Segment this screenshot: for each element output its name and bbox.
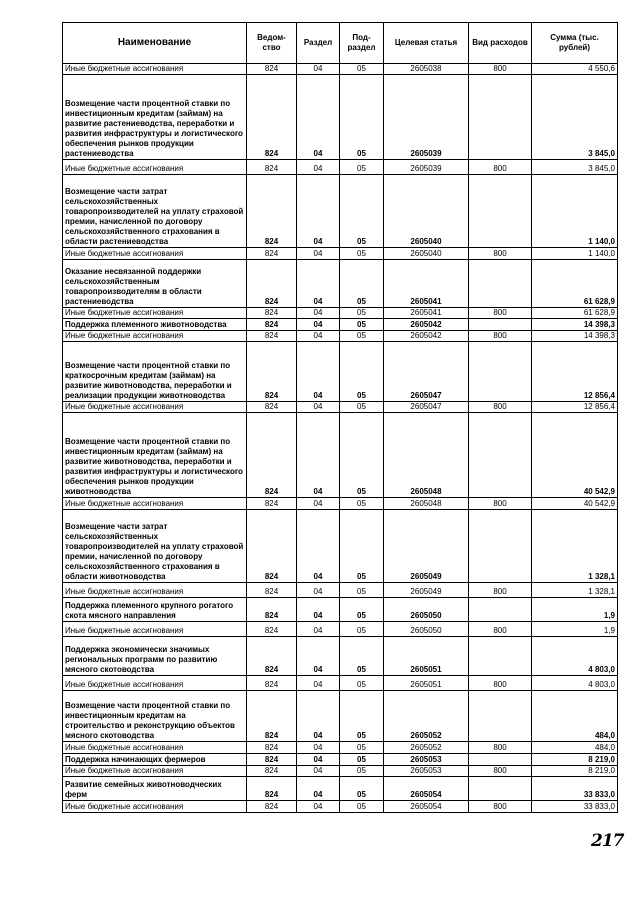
cell-subsection: 05 xyxy=(340,331,384,342)
header-dept: Ведом-ство xyxy=(247,23,297,64)
cell-type xyxy=(469,637,532,676)
cell-target: 2605049 xyxy=(384,510,469,583)
table-row xyxy=(63,637,618,676)
cell-target: 2605053 xyxy=(384,766,469,777)
cell-target: 2605039 xyxy=(384,75,469,160)
cell-dept: 824 xyxy=(247,766,297,777)
cell-dept: 824 xyxy=(247,331,297,342)
cell-dept: 824 xyxy=(247,583,297,598)
cell-dept: 824 xyxy=(247,248,297,260)
cell-section: 04 xyxy=(297,766,340,777)
cell-subsection: 05 xyxy=(340,64,384,75)
cell-type xyxy=(469,75,532,160)
table-body xyxy=(63,64,618,813)
cell-subsection: 05 xyxy=(340,319,384,331)
cell-section: 04 xyxy=(297,777,340,801)
header-section: Раздел xyxy=(297,23,340,64)
cell-name: Иные бюджетные ассигнования xyxy=(63,676,247,691)
cell-sum: 61 628,9 xyxy=(532,260,618,308)
cell-subsection: 05 xyxy=(340,622,384,637)
cell-type: 800 xyxy=(469,676,532,691)
cell-target: 2605042 xyxy=(384,319,469,331)
cell-target: 2605052 xyxy=(384,691,469,742)
cell-dept: 824 xyxy=(247,754,297,766)
cell-type xyxy=(469,319,532,331)
cell-name: Иные бюджетные ассигнования xyxy=(63,801,247,813)
cell-type xyxy=(469,691,532,742)
header-subsection: Под-раздел xyxy=(340,23,384,64)
budget-table xyxy=(62,22,618,813)
cell-section: 04 xyxy=(297,510,340,583)
cell-name: Поддержка начинающих фермеров xyxy=(63,754,247,766)
cell-type xyxy=(469,413,532,498)
cell-sum: 1 328,1 xyxy=(532,583,618,598)
table-row xyxy=(63,598,618,622)
cell-type: 800 xyxy=(469,64,532,75)
cell-target: 2605047 xyxy=(384,342,469,402)
cell-subsection: 05 xyxy=(340,510,384,583)
cell-dept: 824 xyxy=(247,319,297,331)
cell-dept: 824 xyxy=(247,498,297,510)
cell-name: Возмещение части процентной ставки по инвестиционным кредитам (займам) на развитие растениеводства, переработки и развития инфраструктуры и логистического обеспечения рынков продукции растениеводства xyxy=(63,75,247,160)
table-row xyxy=(63,498,618,510)
cell-name: Поддержка племенного крупного рогатого скота мясного направления xyxy=(63,598,247,622)
cell-target: 2605039 xyxy=(384,160,469,175)
cell-name: Возмещение части процентной ставки по краткосрочным кредитам (займам) на развитие животноводства, переработки и реализации продукции животноводства xyxy=(63,342,247,402)
cell-name: Иные бюджетные ассигнования xyxy=(63,64,247,75)
cell-sum: 4 550,6 xyxy=(532,64,618,75)
cell-section: 04 xyxy=(297,64,340,75)
cell-sum: 1 140,0 xyxy=(532,175,618,248)
cell-subsection: 05 xyxy=(340,160,384,175)
cell-type: 800 xyxy=(469,766,532,777)
cell-subsection: 05 xyxy=(340,413,384,498)
cell-dept: 824 xyxy=(247,413,297,498)
cell-target: 2605051 xyxy=(384,676,469,691)
cell-subsection: 05 xyxy=(340,637,384,676)
cell-subsection: 05 xyxy=(340,75,384,160)
cell-section: 04 xyxy=(297,175,340,248)
cell-name: Иные бюджетные ассигнования xyxy=(63,160,247,175)
cell-name: Поддержка племенного животноводства xyxy=(63,319,247,331)
cell-name: Иные бюджетные ассигнования xyxy=(63,622,247,637)
cell-target: 2605041 xyxy=(384,260,469,308)
cell-dept: 824 xyxy=(247,676,297,691)
cell-target: 2605054 xyxy=(384,777,469,801)
cell-name: Оказание несвязанной поддержки сельскохозяйственным товаропроизводителям в области растениеводства xyxy=(63,260,247,308)
cell-section: 04 xyxy=(297,742,340,754)
cell-section: 04 xyxy=(297,622,340,637)
table-row xyxy=(63,260,618,308)
page-number: 217 xyxy=(591,831,624,851)
cell-section: 04 xyxy=(297,331,340,342)
cell-sum: 1 328,1 xyxy=(532,510,618,583)
cell-subsection: 05 xyxy=(340,248,384,260)
cell-section: 04 xyxy=(297,583,340,598)
cell-sum: 1,9 xyxy=(532,598,618,622)
cell-name: Возмещение части процентной ставки по инвестиционным кредитам на строительство и реконструкцию объектов мясного скотоводства xyxy=(63,691,247,742)
cell-sum: 4 803,0 xyxy=(532,637,618,676)
table-row xyxy=(63,801,618,813)
cell-name: Иные бюджетные ассигнования xyxy=(63,498,247,510)
cell-sum: 14 398,3 xyxy=(532,331,618,342)
cell-dept: 824 xyxy=(247,175,297,248)
table-row xyxy=(63,75,618,160)
cell-subsection: 05 xyxy=(340,766,384,777)
cell-type xyxy=(469,510,532,583)
cell-type: 800 xyxy=(469,498,532,510)
cell-target: 2605050 xyxy=(384,598,469,622)
cell-sum: 14 398,3 xyxy=(532,319,618,331)
cell-target: 2605040 xyxy=(384,248,469,260)
cell-section: 04 xyxy=(297,754,340,766)
cell-section: 04 xyxy=(297,413,340,498)
cell-dept: 824 xyxy=(247,742,297,754)
cell-name: Иные бюджетные ассигнования xyxy=(63,766,247,777)
table-row xyxy=(63,175,618,248)
cell-name: Возмещение части процентной ставки по инвестиционным кредитам (займам) на развитие животноводства, переработки и развития инфраструктуры и логистического обеспечения рынков продукции животноводства xyxy=(63,413,247,498)
cell-section: 04 xyxy=(297,260,340,308)
cell-dept: 824 xyxy=(247,402,297,413)
table-row xyxy=(63,248,618,260)
cell-type: 800 xyxy=(469,622,532,637)
cell-name: Развитие семейных животноводческих ферм xyxy=(63,777,247,801)
cell-section: 04 xyxy=(297,637,340,676)
cell-type: 800 xyxy=(469,402,532,413)
header-sum: Сумма (тыс. рублей) xyxy=(532,23,618,64)
cell-sum: 3 845,0 xyxy=(532,160,618,175)
cell-section: 04 xyxy=(297,160,340,175)
cell-name: Поддержка экономически значимых региональных программ по развитию мясного скотоводства xyxy=(63,637,247,676)
cell-dept: 824 xyxy=(247,598,297,622)
table-row xyxy=(63,331,618,342)
cell-subsection: 05 xyxy=(340,402,384,413)
cell-target: 2605042 xyxy=(384,331,469,342)
cell-dept: 824 xyxy=(247,75,297,160)
cell-section: 04 xyxy=(297,248,340,260)
cell-dept: 824 xyxy=(247,637,297,676)
cell-type: 800 xyxy=(469,583,532,598)
cell-section: 04 xyxy=(297,598,340,622)
table-row xyxy=(63,676,618,691)
cell-target: 2605049 xyxy=(384,583,469,598)
cell-subsection: 05 xyxy=(340,598,384,622)
cell-section: 04 xyxy=(297,402,340,413)
cell-target: 2605053 xyxy=(384,754,469,766)
cell-dept: 824 xyxy=(247,691,297,742)
cell-dept: 824 xyxy=(247,160,297,175)
cell-subsection: 05 xyxy=(340,754,384,766)
table-row xyxy=(63,777,618,801)
cell-type: 800 xyxy=(469,248,532,260)
cell-subsection: 05 xyxy=(340,691,384,742)
cell-sum: 484,0 xyxy=(532,691,618,742)
cell-type: 800 xyxy=(469,801,532,813)
table-row xyxy=(63,342,618,402)
cell-subsection: 05 xyxy=(340,676,384,691)
cell-sum: 40 542,9 xyxy=(532,413,618,498)
table-row xyxy=(63,754,618,766)
cell-type xyxy=(469,598,532,622)
table-row xyxy=(63,160,618,175)
cell-section: 04 xyxy=(297,676,340,691)
cell-subsection: 05 xyxy=(340,801,384,813)
cell-target: 2605050 xyxy=(384,622,469,637)
cell-target: 2605052 xyxy=(384,742,469,754)
table-row xyxy=(63,583,618,598)
cell-sum: 484,0 xyxy=(532,742,618,754)
cell-sum: 8 219,0 xyxy=(532,754,618,766)
cell-type: 800 xyxy=(469,742,532,754)
cell-dept: 824 xyxy=(247,622,297,637)
cell-type xyxy=(469,754,532,766)
cell-dept: 824 xyxy=(247,342,297,402)
cell-sum: 40 542,9 xyxy=(532,498,618,510)
cell-subsection: 05 xyxy=(340,260,384,308)
cell-section: 04 xyxy=(297,691,340,742)
table-row xyxy=(63,319,618,331)
table-row xyxy=(63,691,618,742)
cell-section: 04 xyxy=(297,308,340,319)
table-row xyxy=(63,510,618,583)
table-row xyxy=(63,64,618,75)
cell-section: 04 xyxy=(297,75,340,160)
cell-sum: 4 803,0 xyxy=(532,676,618,691)
header-type: Вид расходов xyxy=(469,23,532,64)
cell-type: 800 xyxy=(469,160,532,175)
cell-sum: 1,9 xyxy=(532,622,618,637)
cell-type xyxy=(469,175,532,248)
cell-name: Возмещение части затрат сельскохозяйственных товаропроизводителей на уплату страховой премии, начисленной по договору сельскохозяйственного страхования в области растениеводства xyxy=(63,175,247,248)
cell-name: Возмещение части затрат сельскохозяйственных товаропроизводителей на уплату страховой премии, начисленной по договору сельскохозяйственного страхования в области животноводства xyxy=(63,510,247,583)
cell-dept: 824 xyxy=(247,801,297,813)
cell-name: Иные бюджетные ассигнования xyxy=(63,583,247,598)
cell-subsection: 05 xyxy=(340,583,384,598)
cell-target: 2605040 xyxy=(384,175,469,248)
cell-subsection: 05 xyxy=(340,342,384,402)
cell-type xyxy=(469,342,532,402)
cell-subsection: 05 xyxy=(340,175,384,248)
cell-dept: 824 xyxy=(247,777,297,801)
table-row xyxy=(63,308,618,319)
cell-type: 800 xyxy=(469,308,532,319)
cell-target: 2605051 xyxy=(384,637,469,676)
cell-dept: 824 xyxy=(247,510,297,583)
cell-sum: 1 140,0 xyxy=(532,248,618,260)
cell-subsection: 05 xyxy=(340,777,384,801)
cell-section: 04 xyxy=(297,498,340,510)
cell-name: Иные бюджетные ассигнования xyxy=(63,742,247,754)
table-row xyxy=(63,742,618,754)
cell-dept: 824 xyxy=(247,64,297,75)
cell-dept: 824 xyxy=(247,308,297,319)
cell-target: 2605048 xyxy=(384,413,469,498)
cell-target: 2605038 xyxy=(384,64,469,75)
header-name: Наименование xyxy=(63,23,247,64)
cell-target: 2605041 xyxy=(384,308,469,319)
cell-sum: 61 628,9 xyxy=(532,308,618,319)
cell-section: 04 xyxy=(297,319,340,331)
cell-target: 2605048 xyxy=(384,498,469,510)
cell-target: 2605054 xyxy=(384,801,469,813)
cell-section: 04 xyxy=(297,342,340,402)
cell-target: 2605047 xyxy=(384,402,469,413)
cell-type xyxy=(469,260,532,308)
cell-name: Иные бюджетные ассигнования xyxy=(63,402,247,413)
cell-subsection: 05 xyxy=(340,498,384,510)
cell-dept: 824 xyxy=(247,260,297,308)
cell-sum: 12 856,4 xyxy=(532,342,618,402)
table-row xyxy=(63,766,618,777)
cell-sum: 3 845,0 xyxy=(532,75,618,160)
cell-sum: 8 219,0 xyxy=(532,766,618,777)
header-target: Целевая статья xyxy=(384,23,469,64)
cell-type xyxy=(469,777,532,801)
table-row xyxy=(63,413,618,498)
cell-sum: 33 833,0 xyxy=(532,801,618,813)
table-header-row xyxy=(63,23,618,64)
cell-subsection: 05 xyxy=(340,742,384,754)
table-row xyxy=(63,622,618,637)
cell-name: Иные бюджетные ассигнования xyxy=(63,308,247,319)
cell-sum: 33 833,0 xyxy=(532,777,618,801)
cell-type: 800 xyxy=(469,331,532,342)
cell-name: Иные бюджетные ассигнования xyxy=(63,248,247,260)
cell-name: Иные бюджетные ассигнования xyxy=(63,331,247,342)
cell-section: 04 xyxy=(297,801,340,813)
cell-sum: 12 856,4 xyxy=(532,402,618,413)
table-row xyxy=(63,402,618,413)
cell-subsection: 05 xyxy=(340,308,384,319)
